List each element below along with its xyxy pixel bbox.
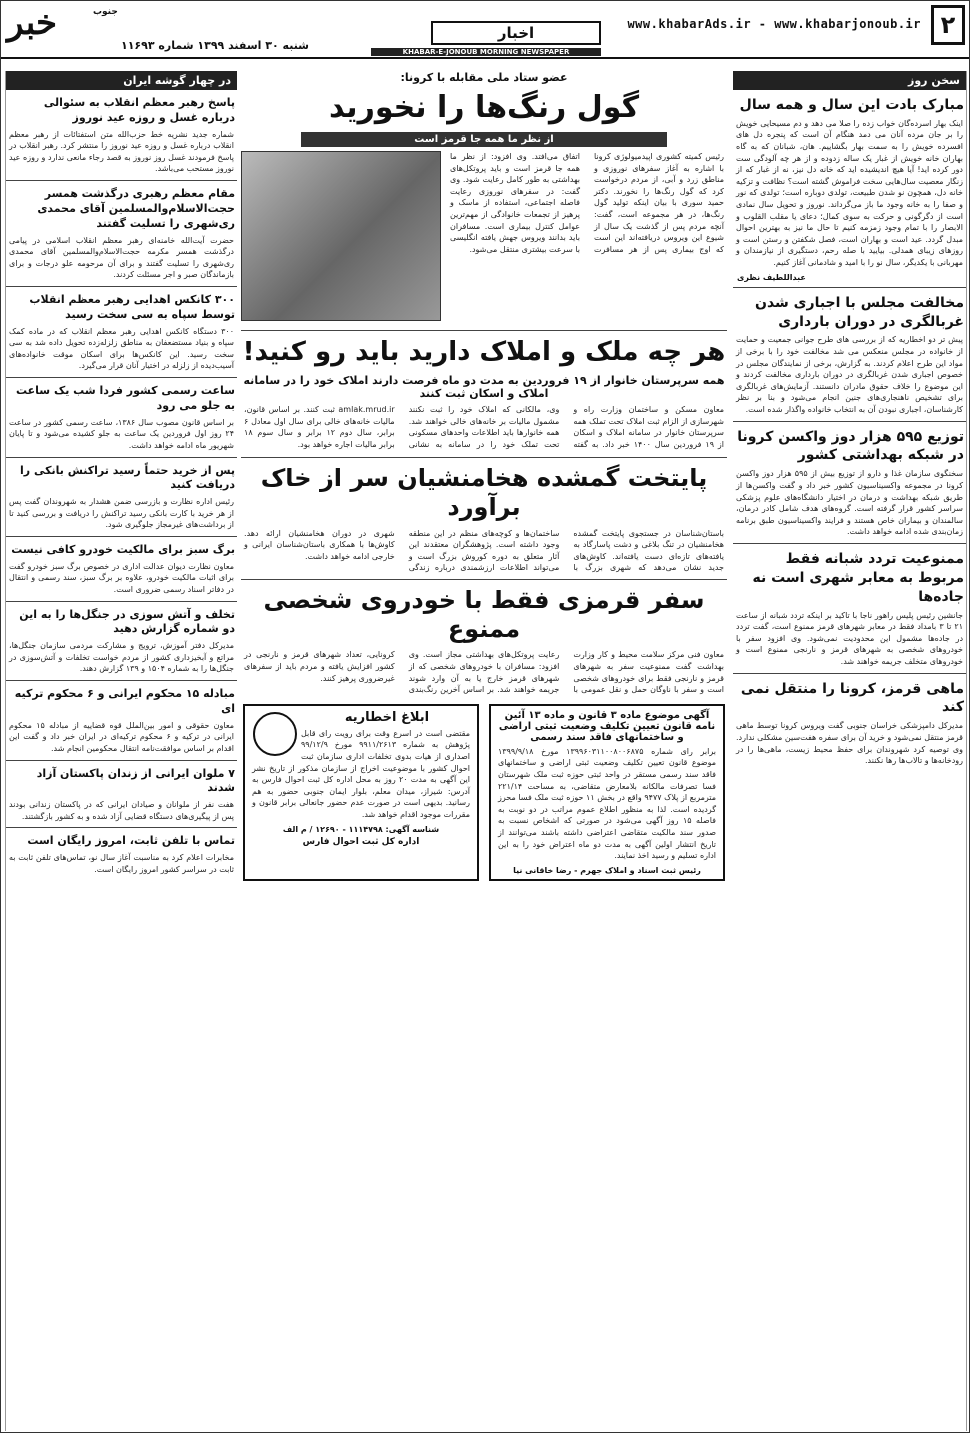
warning-notice-box (243, 704, 479, 881)
emblem-icon (253, 712, 297, 756)
article-body: ۳۰۰ دستگاه کانکس اهدایی رهبر معظم انقلاب که در ماده کمک سپاه و بنیاد مستضعفان به مناطق زلزله‌زده تحویل داده شد به سی سخت رسید. این کانکس‌ها برای اسکان موقت خانواده‌های آسیب‌دیده از زلزله در اختیار آنان قرار می‌گیرد. (9, 326, 234, 371)
article-title: پس از خرید حتماً رسید تراکنش بانکی را دریافت کنید (20, 463, 235, 492)
news-photo (241, 151, 441, 321)
article-body: باستان‌شناسان در جستجوی پایتخت گمشده هخامنشیان در تنگ بلاغی و دشت پاسارگاد به یافته‌های تازه‌ای دست یافته‌اند. کاوش‌های جدید نشان می‌دهد که شهری بزرگ با ساختمان‌ها و کوچه‌های منظم در این منطقه وجود داشته است. پژوهشگران معتقدند این آثار متعلق به دوره کوروش بزرگ است و می‌تواند اطلاعات ارزشمندی درباره زندگی شهری در دوران هخامنشیان ارائه دهد. کاوش‌ها با همکاری باستان‌شناسان ایرانی و خارجی ادامه خواهد داشت. (244, 528, 724, 573)
notice-body: مقتضی است در اسرع وقت برای رویت رای قابل پژوهش به شماره ۹۹۱۱/۲۶۱۳ مورخ ۹۹/۱۲/۹ اصداری از هیات بدوی تخلفات اداری سازمان ثبت احوال کشور با موضوعیت اخراج از سازمان مذکور از تاریخ نشر این آگهی به مدت ۲۰ روز به محل اداره کل ثبت احوال فارس به آدرس: شیراز، میدان معلم، بلوار ایمان جنوبی حضور به هم رسانید. بدیهی است در صورت عدم حضور جانعالی برابر قانون و مقررات موجود اقدام خواهد شد. (252, 728, 471, 819)
article-body: مدیرکل دامپزشکی خراسان جنوبی گفت ویروس کرونا توسط ماهی قرمز منتقل نمی‌شود و خرید آن برای سفره هفت‌سین مشکلی ندارد. وی توصیه کرد شهروندان برای حفظ محیط زیست، ماهی‌ها را در رودخانه‌ها و تالاب‌ها رها نکنند. (736, 721, 963, 766)
article-title: ۳۰۰ کانکس اهدایی رهبر معظم انقلاب توسط سپاه به سی سخت رسید (29, 292, 235, 321)
article-body: سخنگوی سازمان غذا و دارو از توزیع بیش از ۵۹۵ هزار دوز واکسن کرونا در مجموعه واکسیناسیون کشور خبر داد و گفت واکسن‌ها از طریق شبکه بهداشت و درمان در اختیار دانشگاه‌های علوم پزشکی سراسر کشور قرار گرفته است. گروه‌های هدف شامل کادر درمان، سالمندان و بیماران خاص هستند و فرایند واکسیناسیون طبق برنامه زمان‌بندی شده ادامه خواهد داشت. (736, 469, 963, 537)
column-kicker: سخن روز (733, 71, 966, 90)
newspaper-logo: خبر (7, 3, 58, 43)
article-body: پیش تر دو اخطاریه که از بررسی های طرح جوانی جمعیت و حمایت از خانواده در مجلس منعکس می شد مخالفت خود را با برخی از مواد این طرح اعلام کردند. به گزارش، برخی از نمایندگان مجلس در خصوص اجباری شدن غربالگری در دوران بارداری مخالفت کردند و این موضوع را خلاف حقوق مادران دانستند. آزمایش‌های غربالگری برای تشخیص ناهنجاری‌های جنین انجام می‌شود و بنا بر نظر کارشناسان، اجباری نبودن آن به انتخاب خانواده واگذار شده است. (736, 335, 963, 414)
article-body: شماره جدید نشریه خط حزب‌الله متن استفتائات از رهبر معظم انقلاب درباره غسل و روزه عید نوروز را منتشر کرد. رهبر انقلاب در پاسخ فرمودند غسل روز نوروز به قصد رجاء مانعی ندارد و روزه عید نوروز مستحب می‌باشد. (9, 129, 234, 174)
article-title: مبارک بادت این سال و همه سال (739, 97, 964, 113)
article-title: مقام معظم رهبری درگذشت همسر حجت‌الاسلام‌والمسلمین آقای محمدی ری‌شهری را تسلیت گفتند (37, 187, 235, 230)
author-signature: عبداللطیف نظری (737, 272, 806, 282)
headline: پایتخت گمشده هخامنشیان سر از خاک برآورد (260, 463, 708, 521)
divider (6, 377, 237, 378)
notice-footer: رئیس ثبت اسناد و املاک جهرم - رضا خاقانی نیا (513, 865, 701, 875)
article-body: جانشین رئیس پلیس راهور ناجا با تاکید بر اینکه تردد شبانه از ساعت ۲۱ تا ۳ بامداد فقط در معابر شهرهای قرمز ممنوع است، گفت تردد در جاده‌ها مشمول این محدودیت نمی‌شود. وی افزود سفر با خودروهای شخصی به شهرهای قرمز و نارنجی ممنوع است و خودروهای متخلف جریمه خواهند شد. (736, 610, 963, 666)
divider (241, 457, 727, 458)
logo-small: جنوب (93, 7, 118, 17)
divider (6, 457, 237, 458)
article-title: مخالفت مجلس با اجباری شدن غربالگری در دوران بارداری (755, 294, 964, 330)
section-title: اخبار (431, 21, 601, 45)
article-title: ۷ ملوان ایرانی از زندان پاکستان آزاد شدند (36, 766, 235, 795)
article-title: ممنوعیت تردد شبانه فقط مربوط به معابر شهری است نه جاده‌ها (752, 550, 964, 605)
headline: هر چه ملک و املاک دارید باید رو کنید! (242, 337, 726, 367)
article-body: مدیرکل دفتر آموزش، ترویج و مشارکت مردمی سازمان جنگل‌ها، مراتع و آبخیزداری کشور از مردم خواست تخلفات و آتش‌سوزی در جنگل‌ها را به شماره ۱۵۰۴ و ۱۳۹ گزارش دهند. (9, 641, 234, 674)
notice-body: برابر رای شماره ۱۳۹۹۶۰۳۱۱۰۰۸۰۰۶۸۷۵ مورخ ۱۳۹۹/۹/۱۸ موضوع قانون تعیین تکلیف وضعیت ثبتی اراضی و ساختمانهای فاقد سند رسمی مستقر در واحد ثبتی حوزه ثبت ملک شهرستان فسا تصرفات مالکانه بلامعارض متقاضی، به مساحت ۲۲۱/۱۴ مترمربع از پلاک ۹۴۷۷ واقع در بخش ۱۱ حوزه ثبت ملک فسا محرز گردیده است. لذا به منظور اطلاع عموم مراتب در دو نوبت به فاصله ۱۵ روز آگهی می‌شود در صورتی که اشخاص نسبت به صدور سند مالکیت متقاضی اعتراضی داشته باشند می‌توانند از تاریخ انتشار اولین آگهی به مدت دو ماه اعتراض خود را به این اداره تسلیم و رسید اخذ نمایند. (498, 746, 716, 861)
divider (6, 536, 237, 537)
divider (733, 287, 966, 288)
lead-subheadline: از نظر ما همه جا قرمز است (301, 132, 667, 147)
article-title: پاسخ رهبر معظم انقلاب به سئوالی درباره غسل و روزه عید نوروز (43, 96, 235, 124)
divider (6, 827, 237, 828)
article-body: مخابرات اعلام کرد به مناسبت آغاز سال نو، تماس‌های تلفن ثابت به ثابت در سراسر کشور امروز رایگان است. (9, 853, 234, 874)
article-body: هفت نفر از ملوانان و صیادان ایرانی که در پاکستان زندانی بودند پس از پیگیری‌های دستگاه قضایی آزاد شده و به کشور بازگشتند. (9, 800, 234, 821)
notice-code: شناسه آگهی: ۱۱۱۴۷۹۸ - ۱۲۶۹۰ / م الف (282, 824, 440, 834)
divider (733, 421, 966, 422)
article-title: ساعت رسمی کشور فردا شب یک ساعت به جلو می رود (16, 384, 235, 412)
article-kicker: عضو ستاد ملی مقابله با کرونا: (400, 71, 568, 84)
article-body: معاون نظارت دیوان عدالت اداری در خصوص برگ سبز خودرو گفت برای اثبات مالکیت خودرو، علاوه بر برگ سبز، سند رسمی و انتقال در دفاتر اسناد رسمی ضروری است. (9, 561, 234, 594)
site-urls[interactable]: www.khabarAds.ir - www.khabarjonoub.ir (627, 17, 921, 31)
article-title: مبادله ۱۵ محکوم ایرانی و ۶ محکوم ترکیه ای (14, 687, 235, 715)
article-body: اینک بهار اسرده‌گان خواب زده را صلا می دهد و دم مسیحایی خویش را بر جان مرده آنان می دمد هنگام آن است که پنجره دل های افسرده خویش را به سمت بهار بگشاییم. هان، شبانان که به گاه بهاران خانه خویش از غبار یک ساله زدوده و از هر چه آلودگی ست دور کرده اید! آیا هیچ اندیشیده اید که خانه دل نیز، نه از غبار که از زنگار معصیت سال‌هایی سخت فراموش گشته است؟ نظافت و تزکیه خانه دل، همچون نو شدن طبیعت، تولدی دوباره است؛ تولدی که نور و صفا را به خانه وجود ما باز می‌گرداند. نوروز و تحویل سال نمادی است از دگرگونی و حرکت به سوی کمال؛ دعای یا مقلب القلوب و الابصار را با تمام وجود زمزمه کنیم تا حال ما نیز به بهترین احوال مبدل گردد. عید است و بهاران است، فصل شکفتن و رستن است و روزهای زیبای همدلی. بیایید با صله رحم، دستگیری از نیازمندان و مهربانی با یکدیگر، سال نو را با امید و شادمانی آغاز کنیم. (736, 118, 963, 268)
subheadline: همه سرپرستان خانوار از ۱۹ فروردین به مدت دو ماه فرصت دارند املاک خود را در سامانه املاک و اسکان ثبت کنند (243, 374, 725, 401)
lead-headline: گول رنگ‌ها را نخورید (328, 90, 640, 125)
article-body: رئیس اداره نظارت و بازرسی ضمن هشدار به شهروندان گفت پس از هر خرید با کارت بانکی رسید تراکنش را دریافت و بررسی کنید تا از برداشت‌های غیرمجاز جلوگیری شود. (9, 497, 234, 530)
right-column (733, 71, 967, 1431)
divider (6, 680, 237, 681)
divider (6, 760, 237, 761)
legal-notice-box (489, 704, 725, 881)
article-title: توزیع ۵۹۵ هزار دوز واکسن کرونا در شبکه بهداشتی کشور (737, 428, 964, 464)
article-body: بر اساس قانون مصوب سال ۱۳۸۶، ساعت رسمی کشور در ساعت ۲۴ روز اول فروردین یک ساعت به جلو کشیده می‌شود و تا پایان شهریور ماه ادامه خواهد داشت. (9, 417, 234, 450)
divider (6, 601, 237, 602)
column-kicker: در چهار گوشه ایران (6, 71, 237, 90)
page-number: ۲ (931, 5, 965, 45)
notice-footer: اداره کل ثبت احوال فارس (302, 836, 420, 847)
notice-title: ابلاغ اخطاریه (344, 709, 430, 725)
article-title: تخلف و آتش سوزی در جنگل‌ها را به این دو شماره گزارش دهید (19, 607, 235, 636)
article-title: تماس با تلفن ثابت، امروز رایگان است (27, 834, 235, 848)
headline: سفر قرمزی فقط با خودروی شخصی ممنوع (263, 585, 705, 643)
left-column (5, 71, 237, 1431)
dateline: شنبه ۳۰ اسفند ۱۳۹۹ شماره ۱۱۶۹۳ (121, 39, 310, 52)
article-title: برگ سبز برای مالکیت خودرو کافی نیست (11, 542, 235, 556)
article-body: حضرت آیت‌الله خامنه‌ای رهبر معظم انقلاب اسلامی در پیامی درگذشت همسر مکرمه حجت‌الاسلام‌والمسلمین آقای محمدی ری‌شهری را تسلیت گفتند و برای آن مرحومه علو درجات و برای بازماندگان صبر و اجر مسئلت کردند. (9, 235, 234, 280)
divider (733, 543, 966, 544)
article-body: معاون مسکن و ساختمان وزارت راه و شهرسازی از الزام ثبت املاک تحت تملک همه سرپرستان خانوار در سامانه املاک و اسکان از ۱۹ فروردین سال ۱۴۰۰ خبر داد. به گفته وی، مالکانی که املاک خود را ثبت نکنند مشمول مالیات بر خانه‌های خالی خواهند شد. همه خانوارها باید اطلاعات واحدهای مسکونی تحت تملک خود را در سامانه به نشانی amlak.mrud.ir ثبت کنند. بر اساس قانون، مالیات خانه‌های خالی برای سال اول معادل ۶ برابر، سال دوم ۱۲ برابر و سال سوم ۱۸ برابر مالیات اجاره خواهد بود. (244, 405, 724, 449)
divider (6, 180, 237, 181)
masthead (1, 1, 969, 59)
divider (733, 673, 966, 674)
article-body: معاون فنی مرکز سلامت محیط و کار وزارت بهداشت گفت ممنوعیت سفر به شهرهای قرمز و نارنجی فقط برای خودروهای شخصی است و سفر با ناوگان حمل و نقل عمومی با رعایت پروتکل‌های بهداشتی مجاز است. وی افزود: مسافران با خودروهای شخصی که از شهرهای قرمز خارج یا به آن وارد شوند جریمه خواهند شد. بر اساس آخرین رنگ‌بندی کرونایی، تعداد شهرهای قرمز و نارنجی در کشور افزایش یافته و مردم باید از سفرهای غیرضروری پرهیز کنند. (244, 650, 724, 695)
english-name: KHABAR-E-JONOUB MORNING NEWSPAPER (371, 48, 601, 56)
notice-title: آگهی موضوع ماده ۳ قانون و ماده ۱۳ آئین نامه قانون تعیین تکلیف وضعیت ثبتی اراضی و ساختمانهای فاقد سند رسمی (498, 709, 716, 743)
middle-column (241, 71, 727, 1431)
divider (241, 579, 727, 580)
divider (241, 330, 727, 331)
divider (6, 286, 237, 287)
article-title: ماهی قرمز، کرونا را منتقل نمی کند (740, 680, 964, 716)
article-body: رئیس کمیته کشوری اپیدمیولوژی کرونا با اشاره به آغاز سفرهای نوروزی و مناطق زرد و آبی، از مردم درخواست کرد که گول رنگ‌ها را نخورند. دکتر حمید سوری با بیان اینکه تولید گول رنگ‌ها، در هر مجموعه است، گفت: آنچه مردم پس از گذشت یک سال از شیوع این ویروس دریافته‌اند این است که اوج بیماری پس از هر مسافرت اتفاق می‌افتد. وی افزود: از نظر ما همه جا قرمز است و باید پروتکل‌های بهداشتی به طور کامل رعایت شود. وی گفت: در سفرهای نوروزی رعایت فاصله اجتماعی، استفاده از ماسک و پرهیز از تجمعات خانوادگی از مهم‌ترین عوامل کنترل بیماری است. مسافران باید بدانند ویروس جهش یافته انگلیسی با سرعت بیشتری منتقل می‌شود. (450, 152, 724, 254)
article-body: معاون حقوقی و امور بین‌الملل قوه قضاییه از مبادله ۱۵ محکوم ایرانی در ترکیه و ۶ محکوم ترکیه‌ای در ایران خبر داد و گفت این اقدام بر اساس موافقت‌نامه انتقال محکومین انجام شد. (9, 720, 234, 753)
